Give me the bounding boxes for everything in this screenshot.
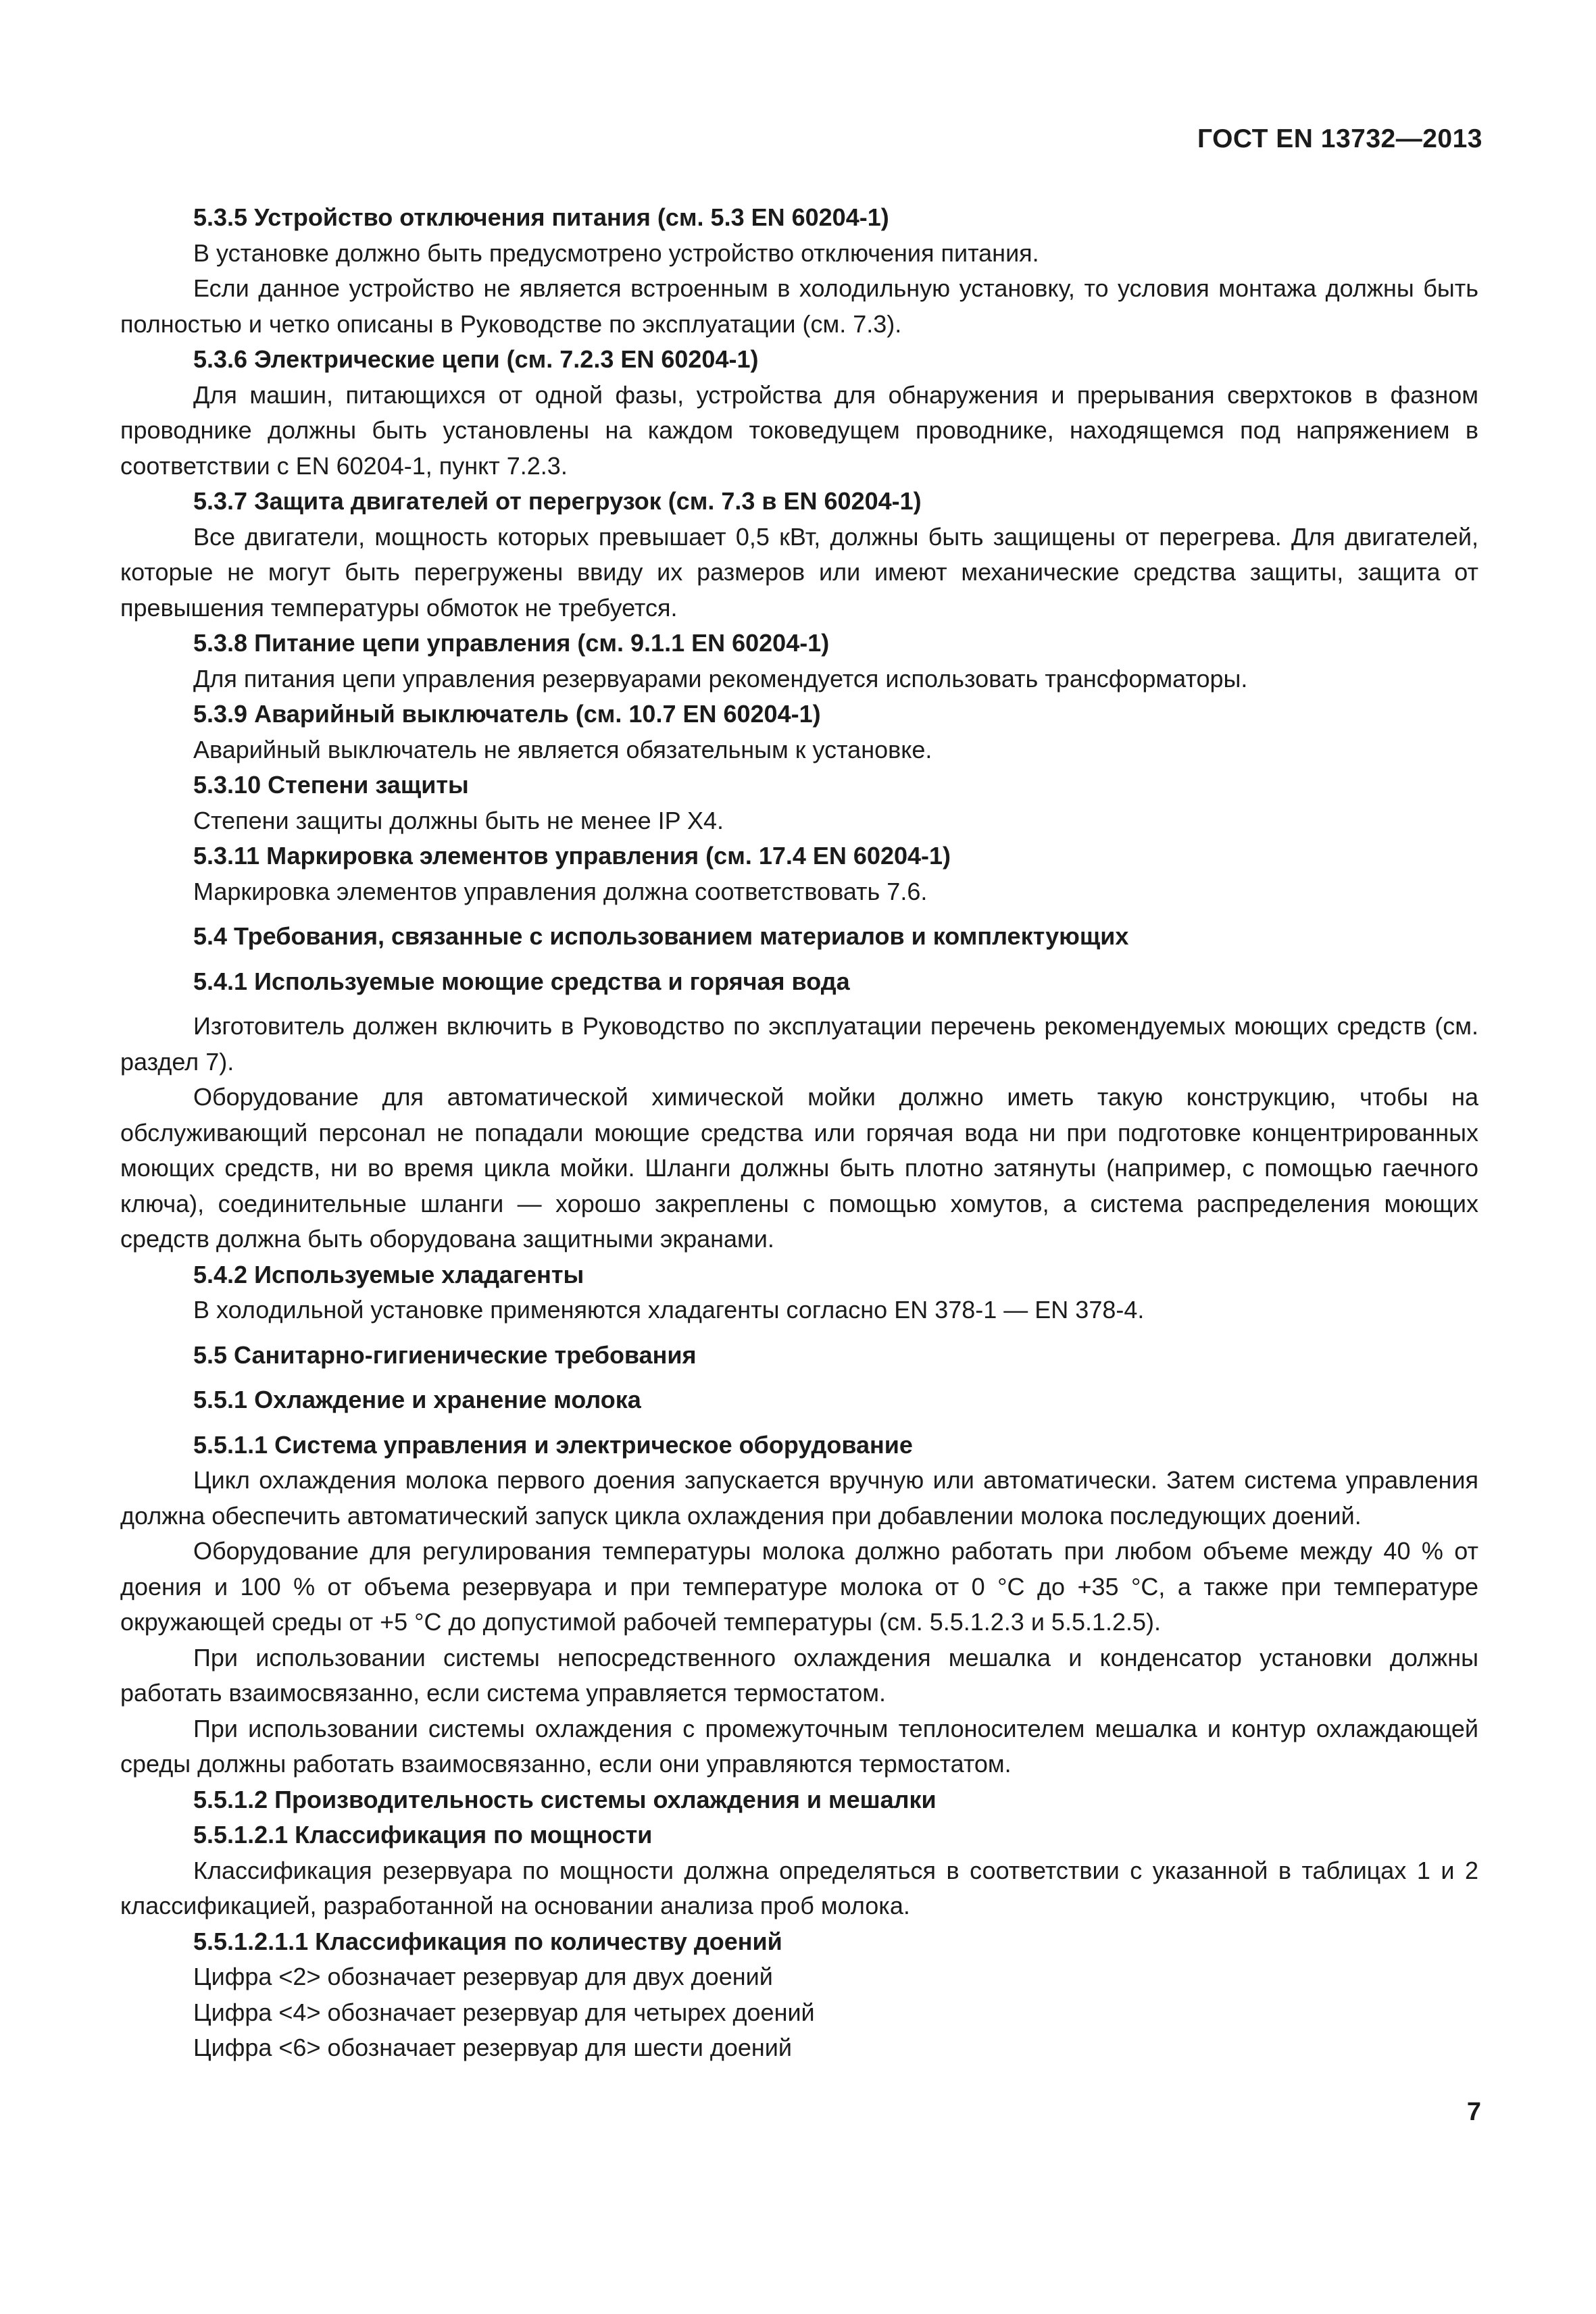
section-heading: 5.5.1.2.1 Классификация по мощности bbox=[193, 1821, 653, 1848]
paragraph: Если данное устройство не является встроенным в холодильную установку, то условия монтажа должны быть полностью и четко описаны в Руководстве по эксплуатации (см. 7.3). bbox=[120, 274, 1478, 338]
paragraph: Цифра <4> обозначает резервуар для четырех доений bbox=[193, 1998, 815, 2026]
section-heading: 5.4.1 Используемые моющие средства и горячая вода bbox=[193, 967, 850, 995]
paragraph: Все двигатели, мощность которых превышает 0,5 кВт, должны быть защищены от перегрева. Для двигателей, которые не могут быть перегружены ввиду их размеров или имеют механические средства защиты, защита от превышения температуры обмоток не требуется. bbox=[120, 522, 1478, 622]
paragraph: В установке должно быть предусмотрено устройство отключения питания. bbox=[193, 238, 1039, 267]
paragraph: Оборудование для автоматической химической мойки должно иметь такую конструкцию, чтобы на обслуживающий персонал не попадали моющие средства или горячая вода ни при подготовке концентрированных моющих средств, ни во время цикла мойки. Шланги должны быть плотно затянуты (например, с помощью гаечного ключа), соединительные шланги — хорошо закреплены с помощью хомутов, а система распределения моющих средств должна быть оборудована защитными экранами. bbox=[120, 1083, 1478, 1253]
paragraph: Цикл охлаждения молока первого доения запускается вручную или автоматически. Затем система управления должна обеспечить автоматический запуск цикла охлаждения при добавлении молока последующих доений. bbox=[120, 1466, 1478, 1530]
section-heading: 5.3.10 Степени защиты bbox=[193, 771, 469, 799]
paragraph: При использовании системы непосредственного охлаждения мешалка и конденсатор установки должны работать взаимосвязанно, если система управляется термостатом. bbox=[120, 1643, 1478, 1707]
section-heading: 5.3.6 Электрические цепи (см. 7.2.3 EN 60204-1) bbox=[193, 345, 759, 373]
section-heading: 5.3.5 Устройство отключения питания (см. 5.3 EN 60204-1) bbox=[193, 203, 889, 231]
section-heading: 5.5 Санитарно-гигиенические требования bbox=[193, 1340, 697, 1369]
section-heading: 5.5.1 Охлаждение и хранение молока bbox=[193, 1386, 641, 1413]
paragraph: Для машин, питающихся от одной фазы, устройства для обнаружения и прерывания сверхтоков в фазном проводнике должны быть установлены на каждом токоведущем проводнике, находящемся под напряжением в соответствии с EN 60204-1, пункт 7.2.3. bbox=[120, 380, 1478, 480]
paragraph: Маркировка элементов управления должна соответствовать 7.6. bbox=[193, 877, 928, 905]
section-heading: 5.4.2 Используемые хладагенты bbox=[193, 1260, 584, 1288]
section-heading: 5.4 Требования, связанные с использованием материалов и комплектующих bbox=[193, 922, 1129, 950]
paragraph: Цифра <2> обозначает резервуар для двух доений bbox=[193, 1963, 773, 1990]
paragraph: Для питания цепи управления резервуарами рекомендуется использовать трансформаторы. bbox=[193, 664, 1248, 693]
section-heading: 5.5.1.1 Система управления и электрическое оборудование bbox=[193, 1430, 913, 1459]
paragraph: Изготовитель должен включить в Руководство по эксплуатации перечень рекомендуемых моющих средств (см. раздел 7). bbox=[120, 1012, 1478, 1076]
paragraph: Степени защиты должны быть не менее IP X4. bbox=[193, 806, 724, 834]
page-number: 7 bbox=[1466, 2098, 1481, 2126]
document-body bbox=[120, 200, 1478, 2066]
paragraph: Классификация резервуара по мощности должна определяться в соответствии с указанной в таблицах 1 и 2 классификацией, разработанной на основании анализа проб молока. bbox=[120, 1856, 1478, 1919]
paragraph: Оборудование для регулирования температуры молока должно работать при любом объеме между 40 % от доения и 100 % от объема резервуара и при температуре молока от 0 °С до +35 °С, а также при температуре окружающей среды от +5 °С до допустимой рабочей температуры (см. 5.5.1.2.3 и 5.5.1.2.5). bbox=[120, 1537, 1478, 1636]
paragraph: Аварийный выключатель не является обязательным к установке. bbox=[193, 735, 932, 763]
section-heading: 5.3.8 Питание цепи управления (см. 9.1.1 EN 60204-1) bbox=[193, 629, 830, 657]
section-heading: 5.3.9 Аварийный выключатель (см. 10.7 EN 60204-1) bbox=[193, 700, 821, 728]
paragraph: Цифра <6> обозначает резервуар для шести доений bbox=[193, 2034, 792, 2061]
document-header: ГОСТ EN 13732—2013 bbox=[1197, 124, 1482, 153]
section-heading: 5.5.1.2 Производительность системы охлаждения и мешалки bbox=[193, 1785, 937, 1813]
paragraph: В холодильной установке применяются хладагенты согласно EN 378-1 — EN 378-4. bbox=[193, 1296, 1145, 1324]
paragraph: При использовании системы охлаждения с промежуточным теплоносителем мешалка и контур охлаждающей среды должны работать взаимосвязанно, если они управляются термостатом. bbox=[120, 1714, 1478, 1778]
section-heading: 5.5.1.2.1.1 Классификация по количеству доений bbox=[193, 1927, 782, 1955]
section-heading: 5.3.11 Маркировка элементов управления (см. 17.4 EN 60204-1) bbox=[193, 842, 951, 870]
section-heading: 5.3.7 Защита двигателей от перегрузок (см. 7.3 в EN 60204-1) bbox=[193, 487, 922, 515]
